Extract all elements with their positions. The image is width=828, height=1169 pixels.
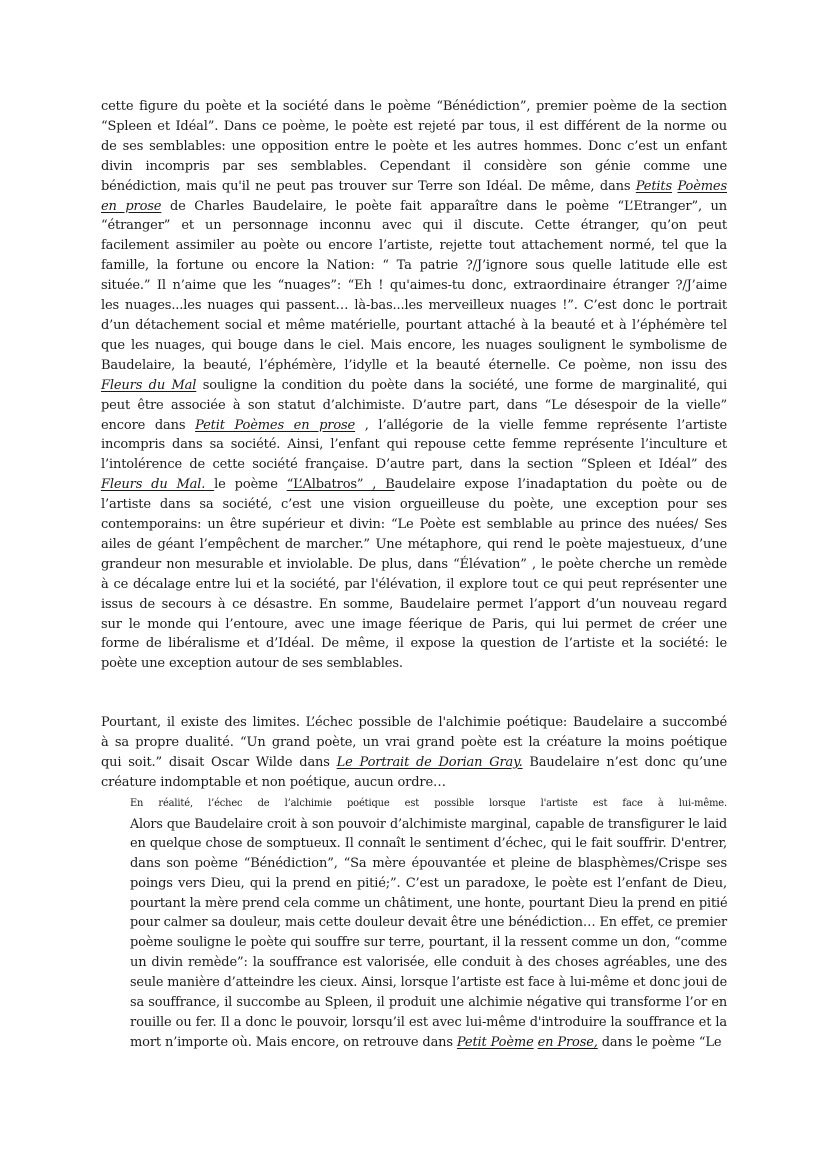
text-line xyxy=(101,753,727,773)
text-segment: issus de secours à ce désastre. En somme, Baudelaire permet l’apport d’un nouveau regard xyxy=(101,596,727,612)
book-title: en Prose, xyxy=(537,1034,598,1050)
text-segment: facilement assimiler au poète ou encore l’artiste, rejette tout attachement normé, tel que la xyxy=(101,238,727,254)
text-segment: contemporains: un être supérieur et divin: “Le Poète est semblable au prince des nuées/ Ses xyxy=(101,517,727,533)
text-segment: Baudelaire, la beauté, l’éphémère, l’idylle et la beauté éternelle. Ce poème, non issu des xyxy=(101,357,727,373)
book-title: Petit Poèmes en prose xyxy=(195,417,356,433)
text-line xyxy=(101,137,727,157)
text-segment: l’intolérence de cette société française. D’autre part, dans la section “Spleen et Idéal” des xyxy=(101,457,727,473)
book-title: Le Portrait de Dorian Gray. xyxy=(336,754,523,770)
text-line xyxy=(101,1013,727,1033)
text-line xyxy=(101,773,727,793)
text-segment: qui soit.” disait Oscar Wilde dans xyxy=(101,754,337,770)
text-line xyxy=(101,376,727,396)
text-segment: à ce décalage entre lui et la société, par l'élévation, il explore tout ce qui peut représenter une xyxy=(101,576,727,592)
text-line xyxy=(101,197,727,217)
text-segment: située.” Il n’aime que les “nuages”: “Eh ! qu'aimes-tu donc, extraordinaire étranger ?/J’aime xyxy=(101,278,727,294)
text-segment: poète une exception autour de ses semblables. xyxy=(101,656,403,672)
text-line xyxy=(101,973,727,993)
text-segment: sur le monde qui l’entoure, avec une image féerique de Paris, qui lui permet de créer une xyxy=(101,616,727,632)
text-segment: “étranger” et un personnage inconnu avec qui il discute. Cette étranger, qu’on peut xyxy=(101,218,727,234)
text-line xyxy=(101,615,727,635)
text-segment: un divin remède”: la souffrance est valorisée, elle conduit à des choses agréables, une des xyxy=(130,955,727,971)
book-title: Petits xyxy=(635,178,673,194)
book-title: Fleurs du Mal. xyxy=(101,477,206,493)
text-segment: poings vers Dieu, qui la prend en pitié;”. C’est un paradoxe, le poète est l’enfant de Dieu, xyxy=(130,875,727,891)
text-segment: que les nuages, qui bouge dans le ciel. Mais encore, les nuages soulignent le symbolisme de xyxy=(101,337,727,353)
text-line xyxy=(101,316,727,336)
text-line xyxy=(101,634,727,654)
text-line xyxy=(101,216,727,236)
text-segment: créature indomptable et non poétique, aucun ordre… xyxy=(101,774,446,790)
text-line xyxy=(101,97,727,117)
text-segment: “Spleen et Idéal”. Dans ce poème, le poète est rejeté par tous, il est différent de la norme ou xyxy=(101,118,727,134)
text-segment: souligne la condition du poète dans la société, une forme de marginalité, qui xyxy=(196,377,728,393)
text-line xyxy=(101,455,727,475)
paragraph-1 xyxy=(101,97,727,674)
text-segment: cette figure du poète et la société dans le poème “Bénédiction”, premier poème de la section xyxy=(101,99,727,114)
text-segment: incompris dans sa société. Ainsi, l’enfant qui repouse cette femme représente l’inculture et xyxy=(101,437,727,453)
text-line xyxy=(101,515,727,535)
text-line xyxy=(101,535,727,555)
text-line xyxy=(101,933,727,953)
text-line xyxy=(101,854,727,874)
paragraph-3 xyxy=(101,794,727,1053)
text-segment: forme de libéralisme et d’Idéal. De même, il expose la question de l’artiste et la société: le xyxy=(101,636,727,652)
text-line xyxy=(101,236,727,256)
text-line xyxy=(101,654,727,674)
book-title: Fleurs du Mal xyxy=(101,377,197,393)
book-title: Petit Poème xyxy=(456,1034,534,1050)
text-line xyxy=(101,913,727,933)
text-segment: encore dans xyxy=(101,417,196,433)
text-line xyxy=(101,435,727,455)
text-line xyxy=(101,475,727,495)
text-segment: En réalité, l’échec de l’alchimie poétique est possible lorsque l'artiste est face à lui-même. xyxy=(130,798,727,809)
text-line xyxy=(101,834,727,854)
text-segment: seule manière d’atteindre les cieux. Ainsi, lorsque l’artiste est face à lui-même et donc joui de xyxy=(130,975,727,991)
text-line xyxy=(101,336,727,356)
text-line xyxy=(101,416,727,436)
text-segment: poème souligne le poète qui souffre sur terre, pourtant, il la ressent comme un don, “comme xyxy=(130,935,727,951)
text-segment: pourtant la mère prend cela comme un châtiment, une honte, pourtant Dieu la prend en pitié xyxy=(130,895,728,911)
text-line xyxy=(101,953,727,973)
text-segment: pour calmer sa douleur, mais cette douleur devait être une bénédiction… En effet, ce premier xyxy=(130,915,727,931)
text-segment xyxy=(205,477,214,492)
text-segment: ailes de géant l’empêchent de marcher.” Une métaphore, qui rend le poète majestueux, d’une xyxy=(101,536,727,552)
text-line xyxy=(101,396,727,416)
text-segment: de Charles Baudelaire, le poète fait apparaître dans le poème “L’Etranger”, un xyxy=(161,198,727,214)
text-segment: à sa propre dualité. “Un grand poète, un vrai grand poète est la créature la moins poétique xyxy=(101,734,727,750)
text-segment: de ses semblables: une opposition entre le poète et les autres hommes. Donc c’est un enfant xyxy=(101,138,727,154)
text-line xyxy=(101,157,727,177)
text-line xyxy=(101,495,727,515)
text-segment: l’artiste dans sa société, c’est une vision orgueilleuse du poète, une exception pour ses xyxy=(101,497,727,513)
text-segment: Pourtant, il existe des limites. L’échec possible de l'alchimie poétique: Baudelaire a succombé xyxy=(101,715,727,730)
text-segment: peut être associée à son statut d’alchimiste. D’autre part, dans “Le désespoir de la vielle” xyxy=(101,397,727,413)
text-segment: audelaire expose l’inadaptation du poète ou de xyxy=(394,477,728,493)
text-line xyxy=(101,575,727,595)
paragraph-2 xyxy=(101,713,727,793)
text-segment: Baudelaire n’est donc qu’une xyxy=(522,754,727,770)
text-segment: Alors que Baudelaire croit à son pouvoir d’alchimiste marginal, capable de transfigurer le laid xyxy=(130,815,727,831)
text-segment: bénédiction, mais qu'il ne peut pas trouver sur Terre son Idéal. De même, dans xyxy=(101,178,636,194)
text-segment: dans son poème “Bénédiction”, “Sa mère épouvantée et pleine de blasphèmes/Crispe ses xyxy=(130,855,727,871)
text-line xyxy=(101,733,727,753)
text-segment: grandeur non mesurable et inviolable. De plus, dans “Élévation” , le poète cherche un remède xyxy=(101,556,727,572)
text-line xyxy=(101,713,727,733)
text-line xyxy=(101,595,727,615)
text-line xyxy=(101,874,727,894)
text-line xyxy=(101,117,727,137)
text-segment: , l’allégorie de la vielle femme représente l’artiste xyxy=(355,417,728,433)
text-line xyxy=(101,555,727,575)
text-line xyxy=(101,794,727,814)
text-segment: le poème xyxy=(214,477,287,493)
text-segment: dans le poème “Le xyxy=(597,1034,722,1050)
text-line xyxy=(101,256,727,276)
book-title: en prose xyxy=(101,198,162,214)
text-segment: sa souffrance, il succombe au Spleen, il produit une alchimie négative qui transforme l’or en xyxy=(130,995,727,1011)
text-line xyxy=(101,356,727,376)
text-segment: d’un détachement social et même matérielle, pourtant attaché à la beauté et à l’éphémère tel xyxy=(101,317,727,333)
text-line xyxy=(101,1033,727,1053)
text-line xyxy=(101,296,727,316)
text-segment: divin incompris par ses semblables. Cependant il considère son génie comme une xyxy=(101,158,727,174)
text-segment: en quelque chose de somptueux. Il connaît le sentiment d’échec, qui le fait souffrir. D'entrer, xyxy=(130,835,727,851)
text-line xyxy=(101,993,727,1013)
text-line xyxy=(101,177,727,197)
text-line xyxy=(101,814,727,834)
text-segment: les nuages...les nuages qui passent… là-bas...les merveilleux nuages !”. C’est donc le portrait xyxy=(101,298,727,314)
text-segment: “L’Albatros” , B xyxy=(286,477,395,493)
text-line xyxy=(101,894,727,914)
text-segment: famille, la fortune ou encore la Nation: “ Ta patrie ?/J’ignore sous quelle latitude elle est xyxy=(101,258,727,274)
book-title: Poèmes xyxy=(677,178,728,194)
text-segment: mort n’importe où. Mais encore, on retrouve dans xyxy=(130,1034,457,1050)
text-segment: rouille ou fer. Il a donc le pouvoir, lorsqu’il est avec lui-même d'introduire la souffrance et la xyxy=(130,1014,727,1030)
text-line xyxy=(101,276,727,296)
